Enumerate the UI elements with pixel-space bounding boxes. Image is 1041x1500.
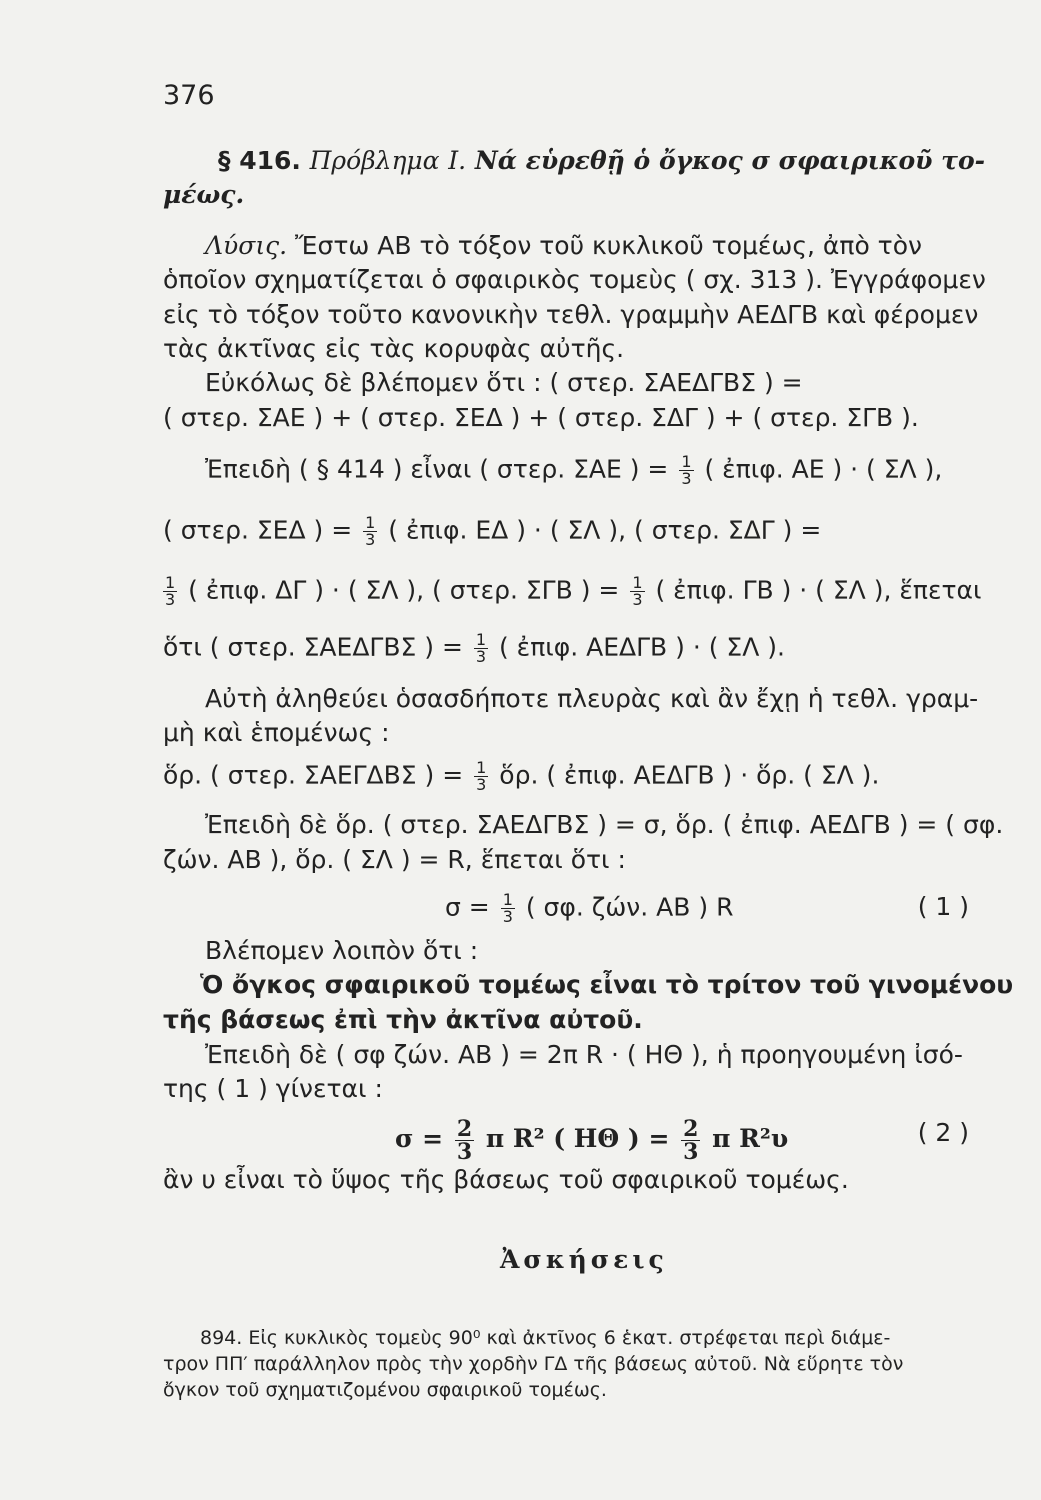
exercise-line-1: 894. Εἰς κυκλικὸς τομεὺς 90⁰ καὶ ἀκτῖνος 6 ἑκατ. στρέφεται περὶ διάμε- xyxy=(200,1327,891,1349)
text-line-8 xyxy=(163,515,996,548)
numerator: 1 xyxy=(681,452,692,471)
fraction-two-thirds xyxy=(455,1118,474,1163)
eq-rhs: ( σφ. ζών. ΑΒ ) R xyxy=(525,892,734,922)
numerator: 1 xyxy=(475,630,487,649)
denominator: 3 xyxy=(165,590,176,609)
fraction-one-third xyxy=(630,575,644,608)
equation-2 xyxy=(395,1118,969,1163)
text-span: ( ἐπιφ. ΓΒ ) · ( ΣΛ ), ἕπεται xyxy=(655,575,982,605)
numerator: 1 xyxy=(165,573,176,592)
fraction-one-third xyxy=(501,892,515,925)
eq-lhs: σ = xyxy=(395,1124,444,1153)
text-line-16: Βλέπομεν λοιπὸν ὅτι : xyxy=(205,936,479,965)
theorem-line-2: τῆς βάσεως ἐπὶ τὴν ἀκτῖνα αὐτοῦ. xyxy=(163,1005,643,1034)
equation-number-1: ( 1 ) xyxy=(917,892,969,921)
text-span: ( ἐπιφ. ΑΕ ) · ( ΣΛ ), xyxy=(704,454,943,484)
eq-lhs: σ = xyxy=(445,892,490,922)
fraction-one-third xyxy=(679,454,693,487)
denominator: 3 xyxy=(681,469,692,488)
solution-label: Λύσις. xyxy=(205,231,288,260)
exercise-line-3: ὄγκον τοῦ σχηματιζομένου σφαιρικοῦ τομέως. xyxy=(163,1379,607,1401)
page-number: 376 xyxy=(163,80,215,111)
text-line-9 xyxy=(163,575,996,608)
section-label: § 416. xyxy=(218,146,301,175)
equation-number-2: ( 2 ) xyxy=(917,1118,969,1147)
fraction-one-third xyxy=(163,575,177,608)
numerator: 1 xyxy=(476,758,487,777)
text-line-10 xyxy=(163,632,996,665)
text-line-17: Ἐπειδὴ δὲ ( σφ ζών. ΑΒ ) = 2π R · ( ΗΘ ), ἡ προηγουμένη ἰσό- xyxy=(205,1040,963,1069)
text-line-4: τὰς ἀκτῖνας εἰς τὰς κορυφὰς αὐτῆς. xyxy=(163,334,625,363)
text-line-15: ζών. ΑΒ ), ὅρ. ( ΣΛ ) = R, ἕπεται ὅτι : xyxy=(163,845,626,874)
text-span: Ἐπειδὴ ( § 414 ) εἶναι ( στερ. ΣΑΕ ) = xyxy=(205,454,669,484)
denominator: 3 xyxy=(476,775,487,794)
section-word: Πρόβλημα xyxy=(309,146,440,175)
fraction-one-third xyxy=(363,515,377,548)
numerator: 1 xyxy=(502,890,513,909)
text-line-1 xyxy=(205,231,996,261)
fraction-one-third xyxy=(474,632,488,665)
text-line-3: εἰς τὸ τόξον τοῦτο κανονικὴν τεθλ. γραμμὴν ΑΕΔΓΒ καὶ φέρομεν xyxy=(163,300,979,329)
numerator: 2 xyxy=(683,1116,699,1142)
eq-mid: π R² ( ΗΘ ) = xyxy=(485,1124,670,1153)
numerator: 1 xyxy=(365,513,376,532)
denominator: 3 xyxy=(365,530,376,549)
eq-rhs: π R²υ xyxy=(712,1124,789,1153)
denominator: 3 xyxy=(683,1139,699,1165)
denominator: 3 xyxy=(502,907,513,926)
text-span: ( ἐπιφ. ΔΓ ) · ( ΣΛ ), ( στερ. ΣΓΒ ) = xyxy=(188,575,620,605)
numerator: 1 xyxy=(632,573,643,592)
exercise-line-2: τρον ΠΠ′ παράλληλον πρὸς τὴν χορδὴν ΓΔ τῆς βάσεως αὐτοῦ. Νὰ εὕρητε τὸν xyxy=(163,1353,904,1375)
text-span: ( στερ. ΣΕΔ ) = xyxy=(163,515,353,545)
text-span: ὅτι ( στερ. ΣΑΕΔΓΒΣ ) = xyxy=(163,632,463,662)
section-title xyxy=(218,146,996,176)
text-line-6: ( στερ. ΣΑΕ ) + ( στερ. ΣΕΔ ) + ( στερ. ΣΔΓ ) + ( στερ. ΣΓΒ ). xyxy=(163,403,919,432)
section-title-l2: μέως. xyxy=(163,180,245,209)
text-line-12: μὴ καὶ ἑπομένως : xyxy=(163,718,390,747)
section-title-l1: Νά εὑρεθῇ ὁ ὄγκος σ σφαιρικοῦ το- xyxy=(474,146,986,175)
text-line-19: ἂν υ εἶναι τὸ ὕψος τῆς βάσεως τοῦ σφαιρικοῦ τομέως. xyxy=(163,1165,849,1194)
section-num: Ι. xyxy=(448,146,467,175)
text-line-14: Ἐπειδὴ δὲ ὅρ. ( στερ. ΣΑΕΔΓΒΣ ) = σ, ὅρ. ( ἐπιφ. ΑΕΔΓΒ ) = ( σφ. xyxy=(205,810,1004,839)
fraction-two-thirds xyxy=(681,1118,700,1163)
text-span: Ἔστω ΑΒ τὸ τόξον τοῦ κυκλικοῦ τομέως, ἀπὸ τὸν xyxy=(295,231,922,260)
exercises-title: Ἀσκήσεις xyxy=(500,1245,668,1274)
denominator: 3 xyxy=(456,1139,473,1165)
denominator: 3 xyxy=(632,590,643,609)
text-line-2: ὁποῖον σχηματίζεται ὁ σφαιρικὸς τομεὺς ( σχ. 313 ). Ἐγγράφομεν xyxy=(163,265,986,294)
text-span: ὅρ. ( ἐπιφ. ΑΕΔΓΒ ) · ὅρ. ( ΣΛ ). xyxy=(499,760,880,790)
text-line-11: Αὐτὴ ἀληθεύει ὁσασδήποτε πλευρὰς καὶ ἂν ἔχῃ ἡ τεθλ. γραμ- xyxy=(205,684,979,713)
numerator: 2 xyxy=(456,1116,473,1142)
text-line-7 xyxy=(205,454,996,487)
denominator: 3 xyxy=(475,647,487,666)
theorem-line-1: Ὁ ὄγκος σφαιρικοῦ τομέως εἶναι τὸ τρίτον τοῦ γινομένου xyxy=(200,970,1014,999)
text-line-5: Εὐκόλως δὲ βλέπομεν ὅτι : ( στερ. ΣΑΕΔΓΒΣ ) = xyxy=(205,368,803,397)
fraction-one-third xyxy=(474,760,488,793)
text-span: ( ἐπιφ. ΑΕΔΓΒ ) · ( ΣΛ ). xyxy=(498,632,785,662)
equation-1 xyxy=(445,892,969,925)
text-span: ὅρ. ( στερ. ΣΑΕΓΔΒΣ ) = xyxy=(163,760,464,790)
text-line-13 xyxy=(163,760,996,793)
text-span: ( ἐπιφ. ΕΔ ) · ( ΣΛ ), ( στερ. ΣΔΓ ) = xyxy=(388,515,822,545)
text-line-18: της ( 1 ) γίνεται : xyxy=(163,1074,383,1103)
